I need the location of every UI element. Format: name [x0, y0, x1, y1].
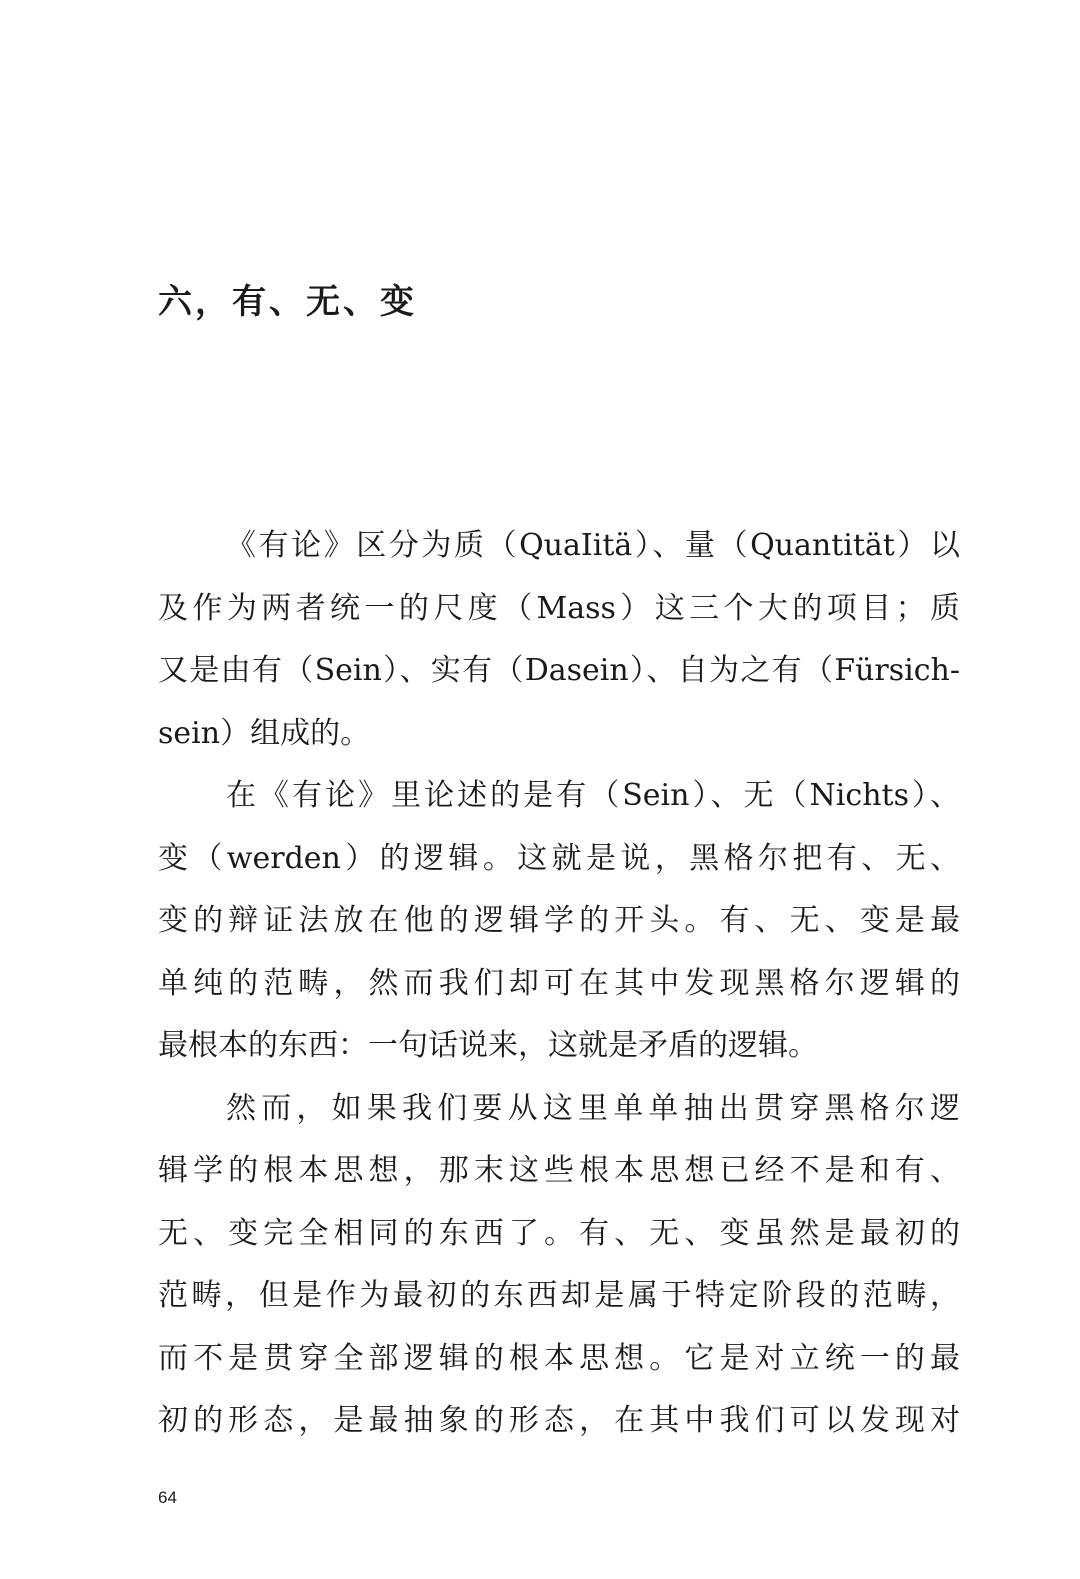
paragraph-1-line-4: sein）组成的。: [158, 715, 371, 751]
paragraph-3-line-1: 然而，如果我们要从这里单单抽出贯穿黑格尔逻: [226, 1090, 960, 1126]
paragraph-3-line-6: 初的形态，是最抽象的形态，在其中我们可以发现对: [158, 1403, 960, 1438]
paragraph-3-line-4: 范畴，但是作为最初的东西却是属于特定阶段的范畴，: [158, 1278, 960, 1313]
paragraph-2-line-2: 变（werden）的逻辑。这就是说，黑格尔把有、无、: [158, 840, 960, 876]
paragraph-3-line-3: 无、变完全相同的东西了。有、无、变虽然是最初的: [158, 1215, 960, 1251]
page-number: 64: [158, 1488, 177, 1507]
body-text: [158, 515, 960, 1453]
paragraph-1-line-2: 及作为两者统一的尺度（Mass）这三个大的项目；质: [158, 590, 960, 626]
chapter-title: 六，有、无、变: [158, 282, 417, 322]
paragraph-2-line-3: 变的辩证法放在他的逻辑学的开头。有、无、变是最: [158, 903, 960, 938]
paragraph-1-line-1: 《有论》区分为质（QuaIitä）、量（Quantität）以: [226, 528, 960, 563]
paragraph-2-line-4: 单纯的范畴，然而我们却可在其中发现黑格尔逻辑的: [158, 965, 960, 1001]
paragraph-2-line-5: 最根本的东西：一句话说来，这就是矛盾的逻辑。: [158, 1028, 818, 1063]
paragraph-2-line-1: 在《有论》里论述的是有（Sein）、无（Nichts）、: [226, 778, 960, 813]
paragraph-3-line-5: 而不是贯穿全部逻辑的根本思想。它是对立统一的最: [158, 1340, 960, 1376]
paragraph-3-line-2: 辑学的根本思想，那末这些根本思想已经不是和有、: [158, 1153, 960, 1188]
paragraph-1-line-3: 又是由有（Sein）、实有（Dasein）、自为之有（Fürsich-: [158, 653, 960, 688]
